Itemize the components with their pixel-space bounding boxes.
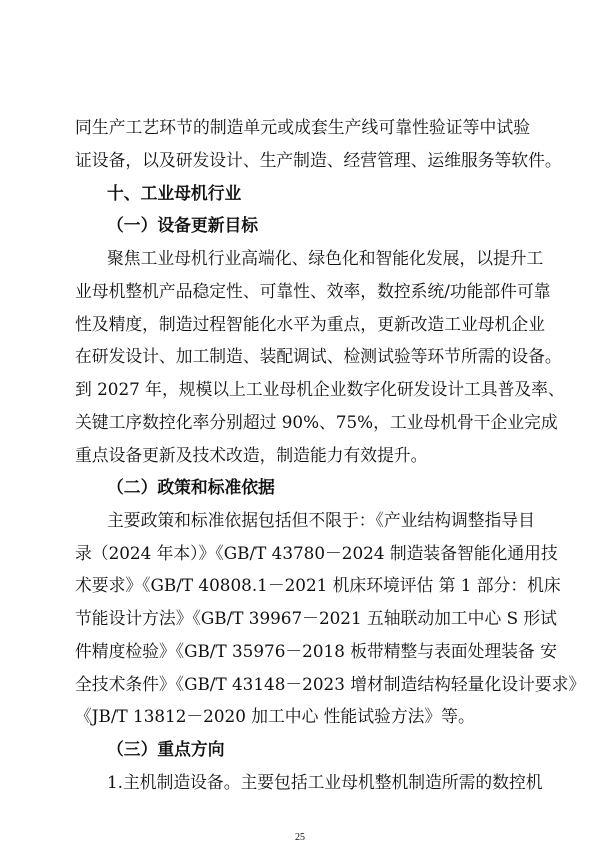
body-text-line: 全技术条件》《GB/T 43148－2023 增材制造结构轻量化设计要求》 [75, 674, 586, 694]
section-heading: 十、工业母机行业 [107, 183, 242, 203]
body-text-line: 重点设备更新及技术改造，制造能力有效提升。 [75, 445, 428, 465]
body-text-line: 《JB/T 13812－2020 加工中心 性能试验方法》等。 [75, 706, 475, 726]
body-text-line: 件精度检验》《GB/T 35976－2018 板带精整与表面处理装备 安 [75, 641, 557, 661]
body-text-line: 证设备，以及研发设计、生产制造、经营管理、运维服务等软件。 [75, 150, 562, 170]
body-text-line: 同生产工艺环节的制造单元或成套生产线可靠性验证等中试验 [75, 117, 530, 137]
body-text-line: 性及精度，制造过程智能化水平为重点，更新改造工业母机企业 [75, 314, 545, 334]
body-text-line: 关键工序数控化率分别超过 90%、75%，工业母机骨干企业完成 [75, 412, 558, 432]
body-text-line: 在研发设计、加工制造、装配调试、检测试验等环节所需的设备。 [75, 346, 562, 366]
body-text-line: 1.主机制造设备。主要包括工业母机整机制造所需的数控机 [107, 772, 543, 792]
body-text-line: 到 2027 年，规模以上工业母机企业数字化研发设计工具普及率、 [75, 379, 565, 399]
subsection-heading: （一）设备更新目标 [107, 215, 259, 235]
body-text-line: 节能设计方法》《GB/T 39967－2021 五轴联动加工中心 S 形试 [75, 608, 557, 628]
subsection-heading: （三）重点方向 [107, 739, 225, 759]
body-text-line: 业母机整机产品稳定性、可靠性、效率，数控系统/功能部件可靠 [75, 281, 551, 301]
subsection-heading: （二）政策和标准依据 [107, 477, 275, 497]
body-text-line: 录（2024 年本）》《GB/T 43780－2024 制造装备智能化通用技 [75, 543, 558, 563]
body-text-line: 主要政策和标准依据包括但不限于：《产业结构调整指导目 [107, 510, 535, 530]
page-number: 25 [295, 832, 305, 843]
body-text-line: 术要求》《GB/T 40808.1－2021 机床环境评估 第 1 部分：机床 [75, 575, 561, 595]
body-text-line: 聚焦工业母机行业高端化、绿色化和智能化发展，以提升工 [107, 248, 544, 268]
